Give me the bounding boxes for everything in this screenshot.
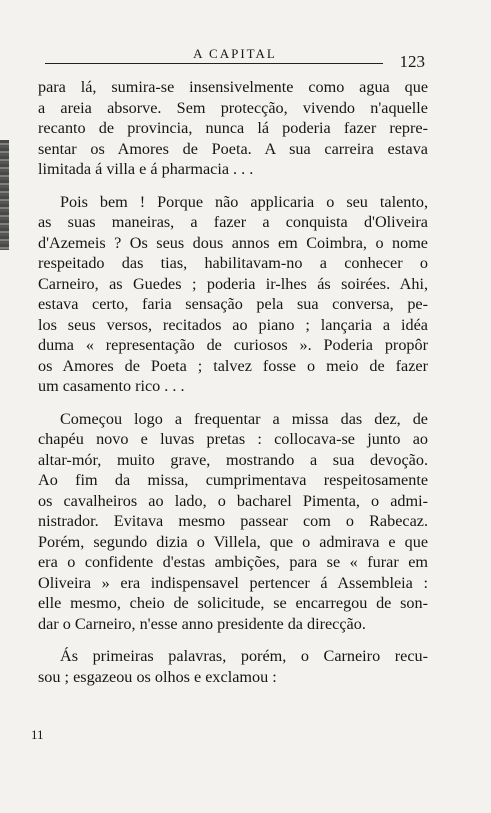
paragraph [38,77,428,180]
text-line: chapéu novo e luvas pretas : collocava-se junto ao [38,430,428,448]
text-line: recanto de provincia, nunca lá poderia fazer repre- [38,119,428,137]
text-line: altar-mór, muito grave, mostrando a sua devoção. [38,450,428,469]
page-number: 123 [399,52,425,71]
text-line: sou ; esgazeou os olhos e exclamou : [38,667,277,686]
text-line: Ás primeiras palavras, porém, o Carneiro recu- [60,647,428,665]
text-line: respeitado das tias, habilitavam-no a conhecer o [38,254,428,272]
text-line: duma « representação de curiosos ». Poderia propôr [38,336,428,354]
text-line: Começou logo a frequentar a missa das dez, de [60,409,428,428]
text-line: dar o Carneiro, n'esse anno presidente da direcção. [38,614,366,633]
text-line: limitada á villa e á pharmacia . . . [38,160,254,178]
text-line: Porém, segundo dizia o Villela, que o admirava e que [38,532,428,551]
body-text [38,77,428,687]
text-line: os cavalheiros ao lado, o bacharel Pimenta, o admi- [38,491,428,510]
text-line: los seus versos, recitados ao piano ; lançaria a idéa [38,315,428,334]
text-line: sentar os Amores de Poeta. A sua carreira estava [38,139,428,158]
header-rule [45,63,383,64]
paragraph [38,646,428,687]
page-edge-shadow [0,140,9,250]
text-line: Oliveira » era indispensavel pertencer á Assembleia : [38,573,428,592]
paragraph [38,192,428,397]
text-line: nistrador. Evitava mesmo passear com o Rabecaz. [38,512,428,530]
text-line: Pois bem ! Porque não applicaria o seu talento, [60,192,428,211]
text-line: elle mesmo, cheio de solicitude, se encarregou de son- [38,594,428,612]
text-line: Carneiro, as Guedes ; poderia ir-lhes ás soirées. Ahi, [38,274,428,293]
text-line: os Amores de Poeta ; talvez fosse o meio de fazer [38,356,428,375]
text-line: um casamento rico . . . [38,377,185,395]
text-line: para lá, sumira-se insensivelmente como agua que [38,78,428,96]
text-line: as suas maneiras, a fazer a conquista d'Oliveira [38,213,428,231]
text-line: a areia absorve. Sem protecção, vivendo n'aquelle [38,98,428,117]
text-line: d'Azemeis ? Os seus dous annos em Coimbra, o nome [38,233,428,252]
text-line: era o confidente d'estas ambições, para se « furar em [38,553,428,571]
paragraph [38,409,428,635]
signature-mark: 11 [31,727,44,742]
text-line: estava certo, faria sensação pela sua conversa, pe- [38,295,428,313]
text-line: Ao fim da missa, cumprimentava respeitosamente [38,471,428,489]
running-title: A CAPITAL [193,46,277,61]
